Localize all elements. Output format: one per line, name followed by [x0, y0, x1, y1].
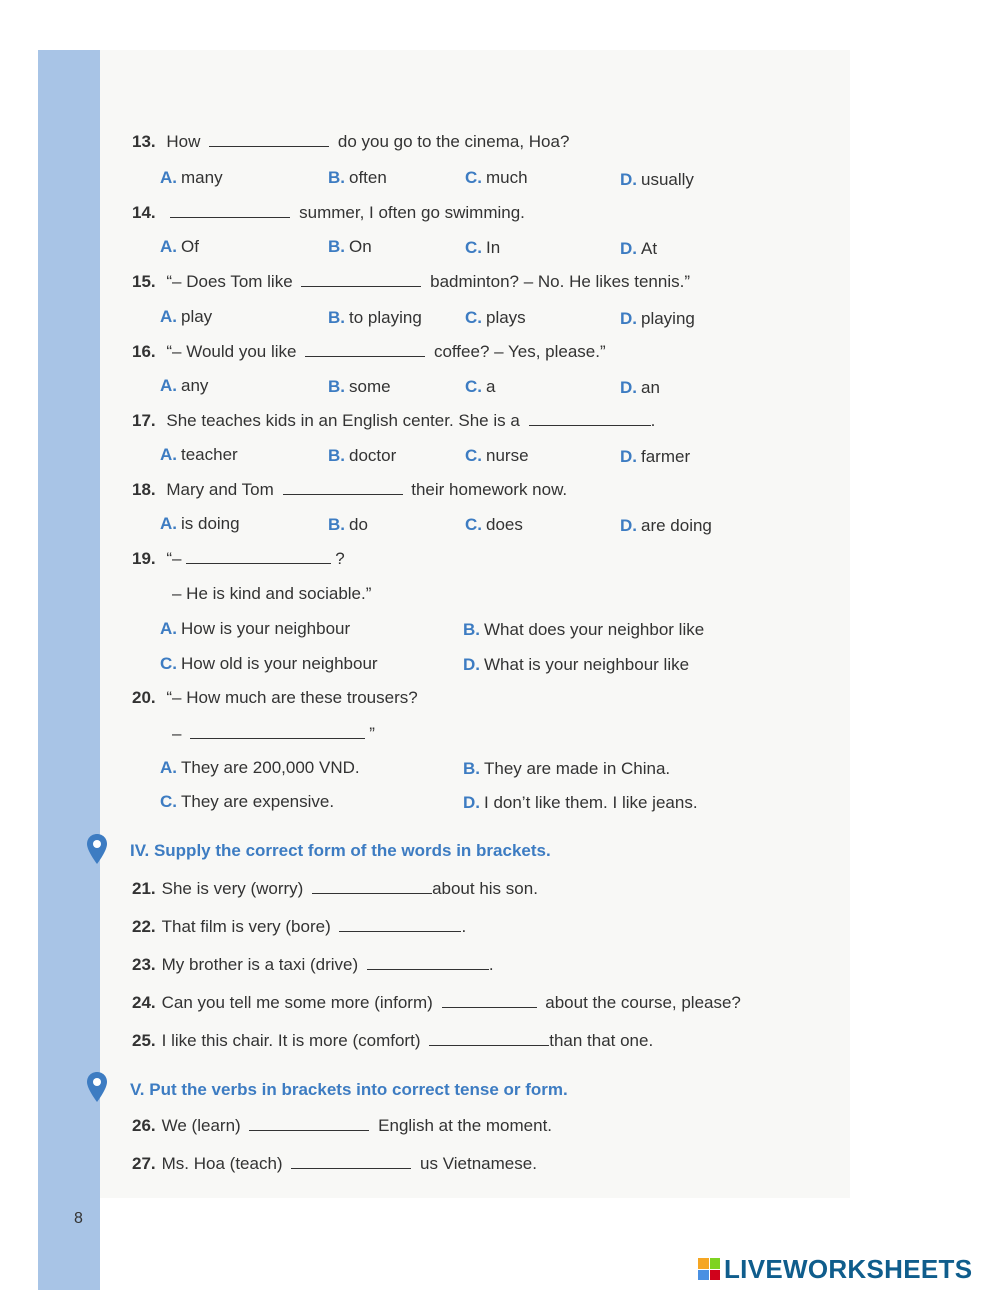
answer-blank[interactable]	[170, 203, 290, 218]
question-18: 18. Mary and Tom their homework now.	[132, 480, 568, 499]
answer-blank[interactable]	[186, 549, 331, 564]
question-25: 25. I like this chair. It is more (comfort) than that one.	[132, 1031, 654, 1050]
option-c[interactable]: C. much	[465, 168, 528, 187]
answer-line: – He is kind and sociable.”	[172, 584, 372, 603]
location-pin-icon	[86, 1071, 108, 1105]
option-c[interactable]: C. In	[465, 238, 501, 257]
question-22: 22. That film is very (bore) .	[132, 917, 467, 936]
answer-blank[interactable]	[312, 879, 432, 894]
section-iv-title: IV. Supply the correct form of the words in brackets.	[130, 841, 551, 860]
option-b[interactable]: B. some	[328, 377, 391, 396]
option-a[interactable]: A. How is your neighbour	[160, 619, 351, 638]
option-d[interactable]: D. are doing	[620, 516, 712, 535]
option-a[interactable]: A. any	[160, 376, 209, 395]
option-b[interactable]: B. doctor	[328, 446, 397, 465]
answer-blank[interactable]	[190, 724, 365, 739]
question-20: 20. “– How much are these trousers?	[132, 688, 418, 707]
question-23: 23. My brother is a taxi (drive) .	[132, 955, 494, 974]
logo-icon	[698, 1258, 720, 1280]
option-d[interactable]: D. farmer	[620, 447, 691, 466]
answer-blank[interactable]	[367, 955, 489, 970]
option-d[interactable]: D. What is your neighbour like	[463, 655, 690, 674]
option-c[interactable]: C. plays	[465, 308, 526, 327]
question-17: 17. She teaches kids in an English center. She is a .	[132, 411, 656, 430]
answer-blank[interactable]	[301, 272, 421, 287]
option-a[interactable]: A. many	[160, 168, 223, 187]
answer-blank[interactable]	[305, 342, 425, 357]
option-c[interactable]: C. They are expensive.	[160, 792, 335, 811]
question-27: 27. Ms. Hoa (teach) us Vietnamese.	[132, 1154, 537, 1173]
answer-blank[interactable]	[209, 132, 329, 147]
option-d[interactable]: D. usually	[620, 170, 694, 189]
question-24: 24. Can you tell me some more (inform) about the course, please?	[132, 993, 741, 1012]
option-d[interactable]: D. playing	[620, 309, 695, 328]
option-a[interactable]: A. teacher	[160, 445, 238, 464]
option-a[interactable]: A. They are 200,000 VND.	[160, 758, 360, 777]
answer-blank[interactable]	[291, 1154, 411, 1169]
option-d[interactable]: D. I don’t like them. I like jeans.	[463, 793, 698, 812]
option-d[interactable]: D. At	[620, 239, 658, 258]
option-b[interactable]: B. often	[328, 168, 387, 187]
option-a[interactable]: A. play	[160, 307, 213, 326]
option-c[interactable]: C. a	[465, 377, 496, 396]
answer-blank[interactable]	[283, 480, 403, 495]
option-a[interactable]: A. Of	[160, 237, 199, 256]
option-c[interactable]: C. nurse	[465, 446, 529, 465]
answer-blank[interactable]	[529, 411, 651, 426]
question-16: 16. “– Would you like coffee? – Yes, please.”	[132, 342, 606, 361]
option-d[interactable]: D. an	[620, 378, 660, 397]
question-26: 26. We (learn) English at the moment.	[132, 1116, 553, 1135]
question-19: 19. “– ?	[132, 549, 345, 568]
question-13: 13. How do you go to the cinema, Hoa?	[132, 132, 570, 151]
option-c[interactable]: C. does	[465, 515, 523, 534]
location-pin-icon	[86, 833, 108, 867]
page-number: 8	[74, 1210, 83, 1227]
question-15: 15. “– Does Tom like badminton? – No. He likes tennis.”	[132, 272, 690, 291]
answer-blank[interactable]	[249, 1116, 369, 1131]
answer-line: – ”	[172, 724, 375, 743]
option-b[interactable]: B. They are made in China.	[463, 759, 671, 778]
option-b[interactable]: B. On	[328, 237, 372, 256]
liveworksheets-logo[interactable]: LIVEWORKSHEETS	[698, 1252, 972, 1286]
answer-blank[interactable]	[339, 917, 461, 932]
option-b[interactable]: B. to playing	[328, 308, 422, 327]
option-b[interactable]: B. What does your neighbor like	[463, 620, 705, 639]
answer-blank[interactable]	[442, 993, 537, 1008]
option-c[interactable]: C. How old is your neighbour	[160, 654, 378, 673]
section-v-title: V. Put the verbs in brackets into correct tense or form.	[130, 1080, 568, 1099]
option-b[interactable]: B. do	[328, 515, 368, 534]
question-14: 14. summer, I often go swimming.	[132, 203, 525, 222]
question-21: 21. She is very (worry) about his son.	[132, 879, 538, 898]
answer-blank[interactable]	[429, 1031, 549, 1046]
option-a[interactable]: A. is doing	[160, 514, 240, 533]
